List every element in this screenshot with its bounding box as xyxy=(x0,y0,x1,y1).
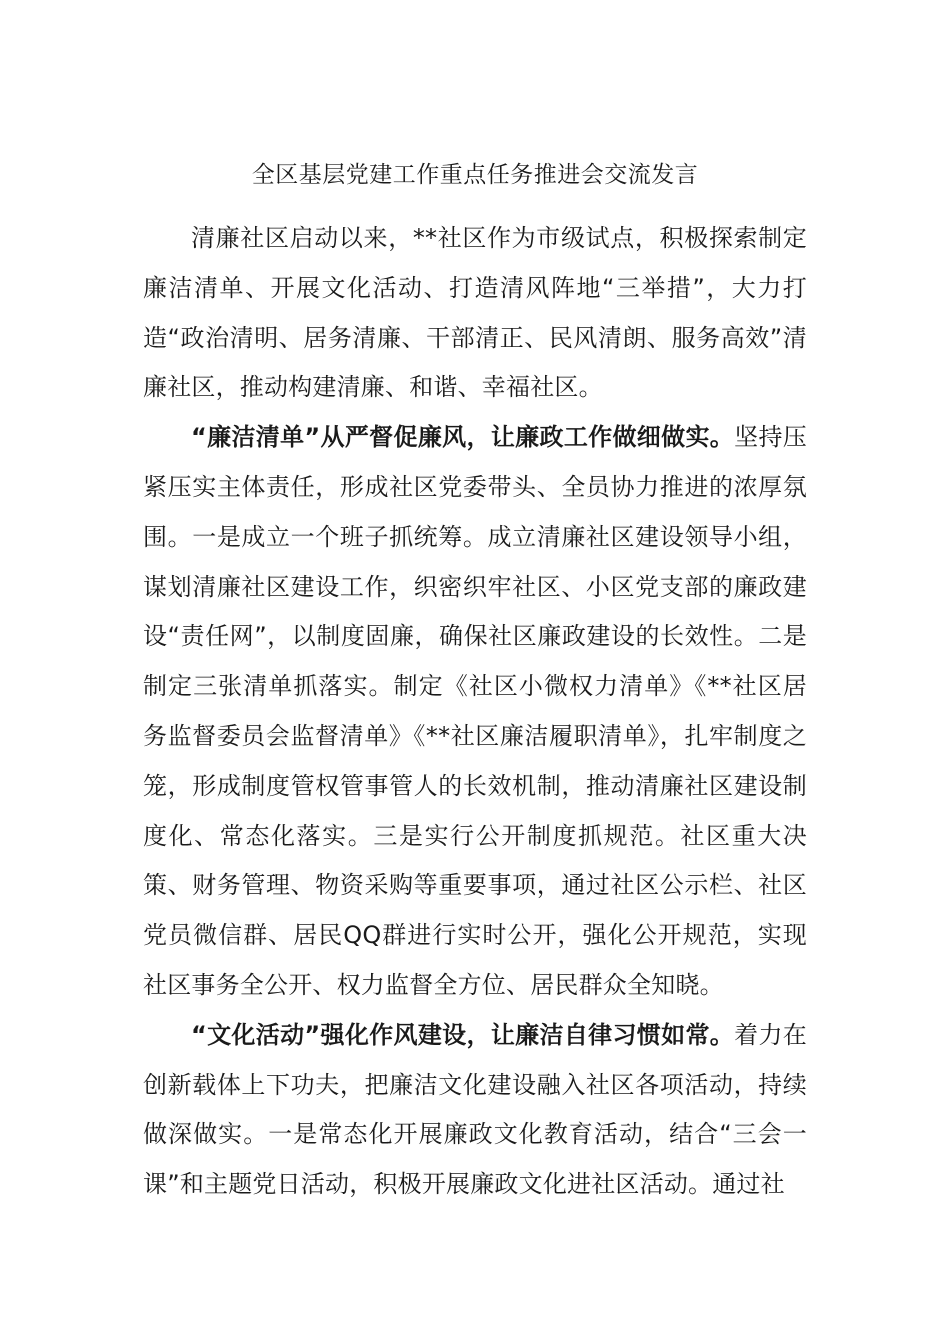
paragraph-culture-activities xyxy=(143,1011,807,1210)
paragraph-text: 着力在创新载体上下功夫，把廉洁文化建设融入社区各项活动，持续做深做实。一是常态化开展廉政文化教育活动，结合“三会一课”和主题党日活动，积极开展廉政文化进社区活动。通过社 xyxy=(143,1020,807,1199)
paragraph-integrity-list xyxy=(143,413,807,1011)
paragraph-text: 清廉社区启动以来，**社区作为市级试点，积极探索制定廉洁清单、开展文化活动、打造清风阵地“三举措”，大力打造“政治清明、居务清廉、干部清正、民风清朗、服务高效”清廉社区，推动构建清廉、和谐、幸福社区。 xyxy=(143,224,807,402)
document-body xyxy=(143,214,807,1210)
paragraph-lead: “廉洁清单”从严督促廉风，让廉政工作做细做实。 xyxy=(191,423,735,452)
paragraph-text: 坚持压紧压实主体责任，形成社区党委带头、全员协力推进的浓厚氛围。一是成立一个班子抓统筹。成立清廉社区建设领导小组，谋划清廉社区建设工作，织密织牢社区、小区党支部的廉政建设“责任网”，以制度固廉，确保社区廉政建设的长效性。二是制定三张清单抓落实。制定《社区小微权力清单》《**社区居务监督委员会监督清单》《**社区廉洁履职清单》，扎牢制度之笼，形成制度管权管事管人的长效机制，推动清廉社区建设制度化、常态化落实。三是实行公开制度抓规范。社区重大决策、财务管理、物资采购等重要事项，通过社区公示栏、社区党员微信群、居民QQ群进行实时公开，强化公开规范，实现社区事务全公开、权力监督全方位、居民群众全知晓。 xyxy=(143,423,807,999)
paragraph-lead: “文化活动”强化作风建设，让廉洁自律习惯如常。 xyxy=(191,1020,735,1049)
paragraph-intro xyxy=(143,214,807,413)
document-title: 全区基层党建工作重点任务推进会交流发言 xyxy=(251,162,699,188)
